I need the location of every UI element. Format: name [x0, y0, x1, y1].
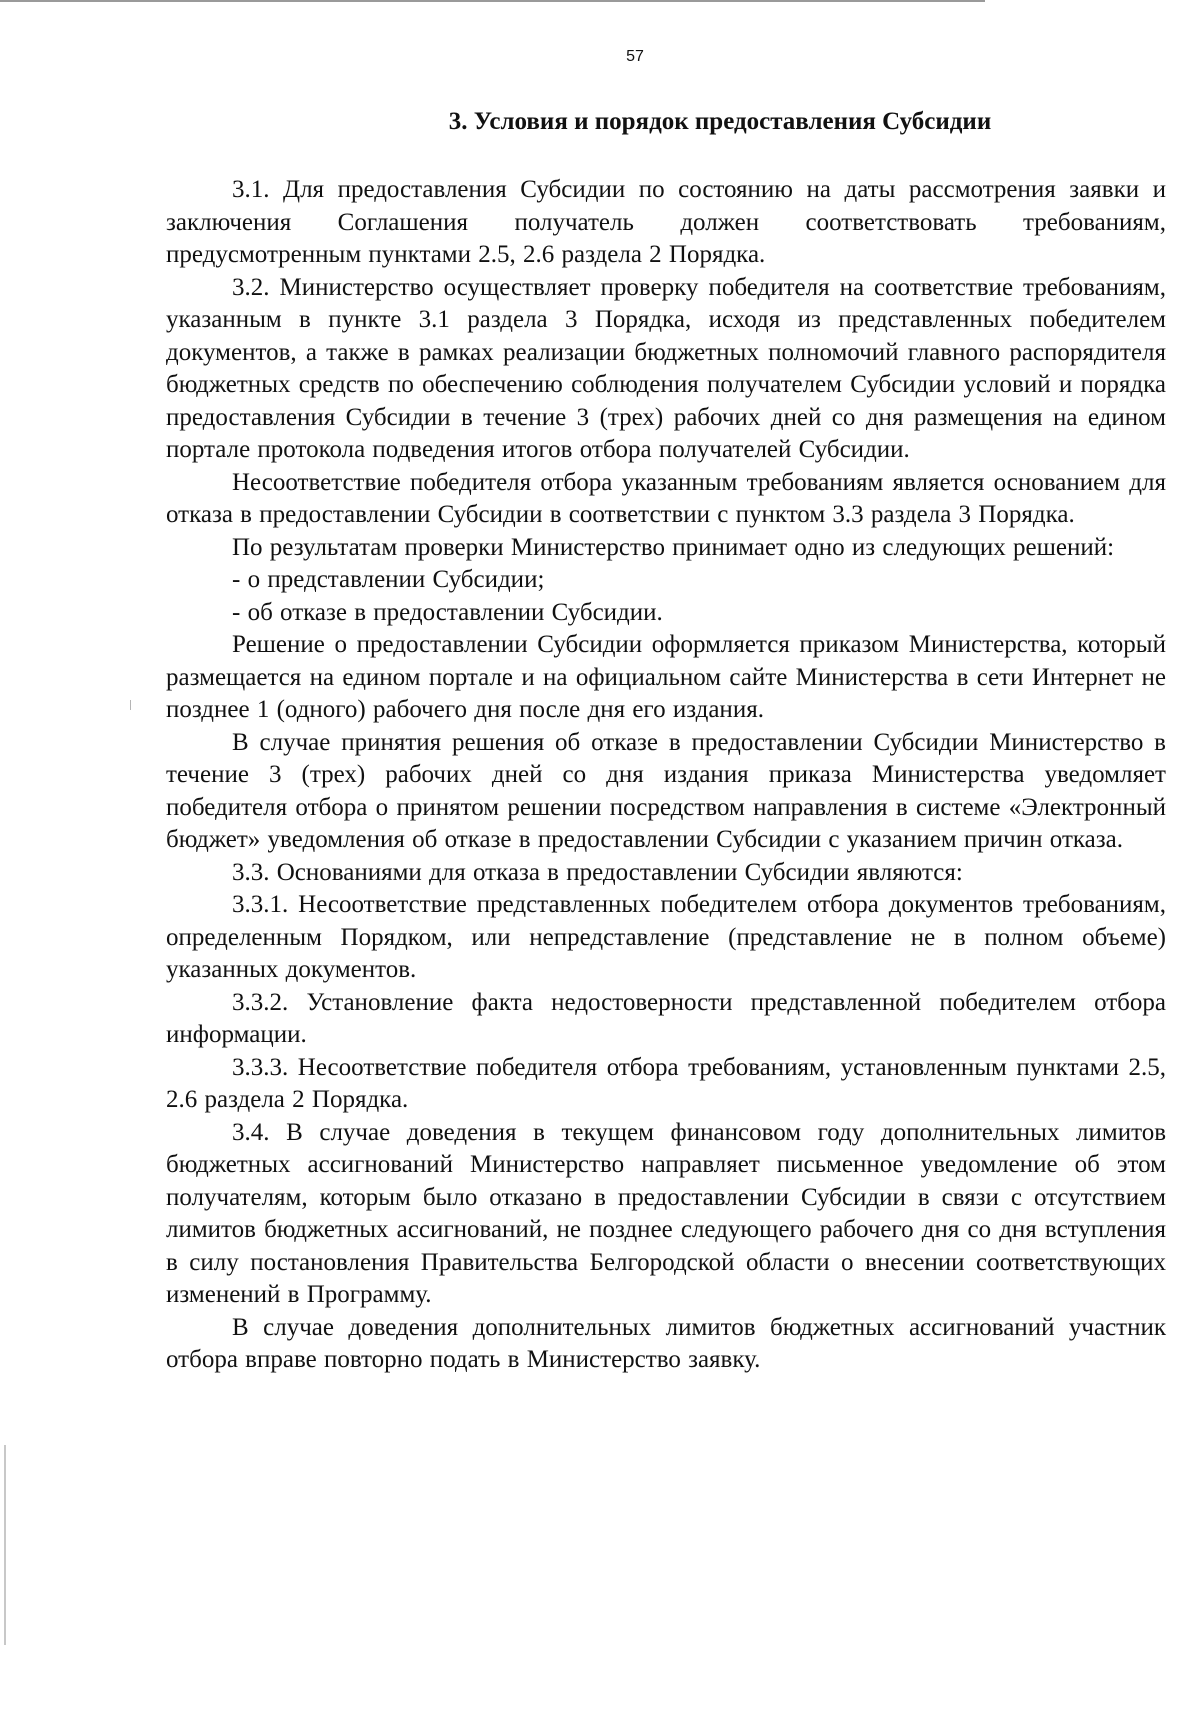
paragraph: В случае принятия решения об отказе в предоставлении Субсидии Министерство в течение 3 (трех) рабочих дней со дня издания приказа Министерства уведомляет победителя отбора о принятом решении посредством направления в системе «Электронный бюджет» уведомления об отказе в предоставлении Субсидии с указанием причин отказа.	[166, 728, 1166, 853]
paragraph: 3.4. В случае доведения в текущем финансовом году дополнительных лимитов бюджетных ассигнований Министерство направляет письменное уведомление об этом получателям, которым было отказано в предоставлении Субсидии в связи с отсутствием лимитов бюджетных ассигнований, не позднее следующего рабочего дня со дня вступления в силу постановления Правительства Белгородской области о внесении соответствующих изменений в Программу.	[166, 1118, 1166, 1308]
paragraph: 3.3.1. Несоответствие представленных победителем отбора документов требованиям, определенным Порядком, или непредставление (представление не в полном объеме) указанных документов.	[166, 891, 1166, 983]
section-heading: 3. Условия и порядок предоставления Субсидии	[448, 108, 992, 135]
paragraph: 3.3.2. Установление факта недостоверности представленной победителем отбора информации.	[166, 988, 1166, 1048]
list-item: - о представлении Субсидии;	[232, 566, 545, 593]
list-item: - об отказе в предоставлении Субсидии.	[232, 598, 663, 626]
paragraph: 3.3. Основаниями для отказа в предоставлении Субсидии являются:	[232, 858, 963, 886]
paragraph: 3.2. Министерство осуществляет проверку победителя на соответствие требованиям, указанным в пункте 3.1 раздела 3 Порядка, исходя из представленных победителем документов, а также в рамках реализации бюджетных полномочий главного распорядителя бюджетных средств по обеспечению соблюдения получателем Субсидии условий и порядка предоставления Субсидии в течение 3 (трех) рабочих дней со дня размещения на едином портале протокола подведения итогов отбора получателей Субсидии.	[166, 273, 1166, 463]
paragraph: Несоответствие победителя отбора указанным требованиям является основанием для отказа в предоставлении Субсидии в соответствии с пунктом 3.3 раздела 3 Порядка.	[166, 468, 1166, 528]
paragraph: 3.3.3. Несоответствие победителя отбора требованиям, установленным пунктами 2.5, 2.6 раздела 2 Порядка.	[166, 1053, 1166, 1113]
paragraph: В случае доведения дополнительных лимитов бюджетных ассигнований участник отбора вправе повторно подать в Министерство заявку.	[166, 1313, 1166, 1373]
paragraph: По результатам проверки Министерство принимает одно из следующих решений:	[232, 533, 1115, 561]
paragraph: Решение о предоставлении Субсидии оформляется приказом Министерства, который размещается на едином портале и на официальном сайте Министерства в сети Интернет не позднее 1 (одного) рабочего дня после дня его издания.	[166, 631, 1166, 723]
document-body	[166, 174, 1166, 1377]
scan-edge-line	[0, 0, 985, 2]
paragraph: 3.1. Для предоставления Субсидии по состоянию на даты рассмотрения заявки и заключения Соглашения получатель должен соответствовать требованиям, предусмотренным пунктами 2.5, 2.6 раздела 2 Порядка.	[166, 176, 1166, 268]
scan-artifact	[130, 700, 131, 710]
page-number: 57	[626, 48, 644, 65]
scan-artifact	[4, 1445, 6, 1645]
